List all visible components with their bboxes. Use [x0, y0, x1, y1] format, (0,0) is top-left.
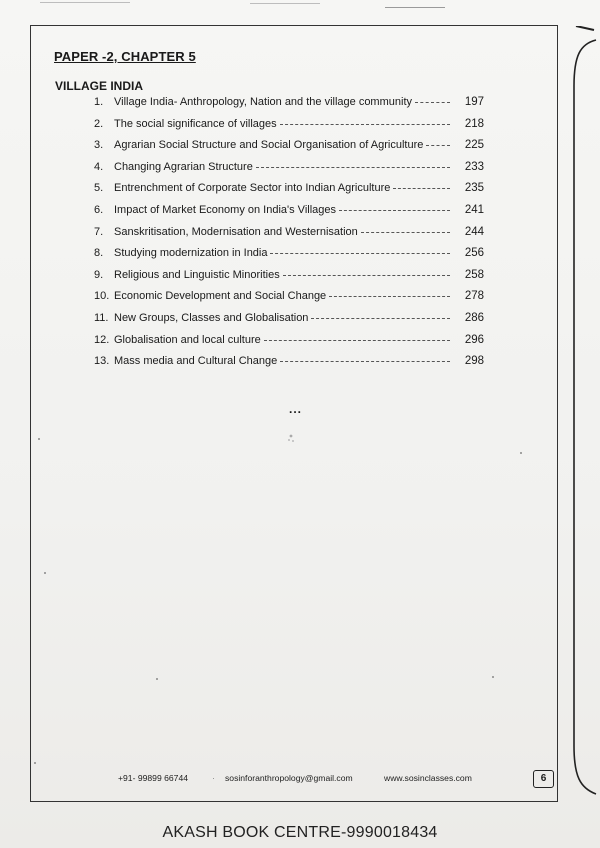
toc-entry [94, 269, 484, 291]
toc-entry-page: 233 [464, 160, 484, 173]
toc-leader-line [415, 94, 450, 103]
toc-entry-title: Village India- Anthropology, Nation and the village community [114, 96, 412, 108]
footer-separator: · [212, 773, 215, 783]
toc-entry-title: Impact of Market Economy on India's Villages [114, 203, 337, 216]
toc-leader-line [270, 245, 450, 254]
toc-entry-title: Entrenchment of Corporate Sector into Indian Agriculture [114, 182, 391, 195]
toc-entry-title: Economic Development and Social Change [114, 290, 327, 303]
toc-leader-line [311, 310, 450, 319]
toc-entry [94, 204, 484, 226]
toc-entry-number: 3. [94, 139, 104, 152]
toc-leader-line [283, 267, 450, 276]
table-of-contents [94, 96, 484, 377]
toc-entry-page: 258 [464, 268, 484, 281]
bookshop-stamp: AKASH BOOK CENTRE-9990018434 [162, 824, 438, 841]
toc-entry [94, 355, 484, 377]
toc-entry-number: 1. [94, 96, 104, 108]
toc-entry-page: 256 [464, 247, 484, 260]
toc-leader-line [264, 332, 450, 341]
toc-entry-page: 286 [464, 311, 484, 324]
toc-entry [94, 96, 484, 118]
toc-leader-line [393, 180, 450, 189]
page-number: 6 [533, 770, 554, 788]
toc-entry-page: 235 [464, 182, 484, 195]
toc-entry [94, 161, 484, 183]
toc-entry-number: 6. [94, 203, 104, 216]
toc-entry-number: 9. [94, 268, 104, 281]
binding-bracket [566, 26, 600, 806]
toc-entry-number: 4. [94, 160, 104, 173]
scan-artifacts-top [0, 0, 600, 12]
toc-entry [94, 290, 484, 312]
toc-entry [94, 139, 484, 161]
toc-leader-line [256, 159, 450, 168]
toc-entry-number: 7. [94, 225, 104, 238]
toc-leader-line [426, 137, 450, 146]
toc-entry-page: 218 [464, 117, 484, 130]
toc-entry-number: 5. [94, 182, 104, 195]
toc-entry-number: 13. [94, 355, 110, 368]
toc-entry-number: 10. [94, 290, 110, 303]
toc-entry-page: 241 [464, 203, 484, 216]
toc-leader-line [361, 224, 450, 233]
toc-entry [94, 182, 484, 204]
toc-entry-title: Sanskritisation, Modernisation and Westernisation [114, 225, 358, 238]
chapter-title: PAPER -2, CHAPTER 5 [54, 49, 196, 64]
toc-entry-page: 296 [464, 333, 484, 346]
toc-entry-title: Studying modernization in India [114, 247, 268, 260]
toc-entry-title: Religious and Linguistic Minorities [114, 268, 280, 281]
toc-entry [94, 312, 484, 334]
toc-entry-title: Agrarian Social Structure and Social Organisation of Agriculture [114, 139, 424, 152]
toc-entry-title: The social significance of villages [114, 117, 277, 130]
toc-entry-title: Globalisation and local culture [114, 333, 261, 346]
footer-email: sosinforanthropology@gmail.com [225, 773, 353, 783]
toc-entry-page: 197 [464, 96, 484, 108]
toc-entry-number: 12. [94, 333, 110, 346]
toc-leader-line [329, 288, 450, 297]
toc-entry-title: Mass media and Cultural Change [114, 355, 278, 368]
toc-entry-number: 2. [94, 117, 104, 130]
footer-phone: +91- 99899 66744 [118, 773, 189, 783]
toc-entry [94, 118, 484, 140]
toc-entry-page: 278 [464, 290, 484, 303]
footer-website: www.sosinclasses.com [384, 773, 472, 783]
toc-leader-line [280, 353, 450, 362]
toc-entry [94, 334, 484, 356]
ellipsis-mark: ... [289, 402, 303, 416]
scan-smudge [286, 432, 296, 444]
toc-entry [94, 247, 484, 269]
toc-entry-title: Changing Agrarian Structure [114, 160, 253, 173]
toc-leader-line [280, 116, 450, 125]
toc-entry-page: 225 [464, 139, 484, 152]
toc-entry-title: New Groups, Classes and Globalisation [114, 311, 309, 324]
section-title: VILLAGE INDIA [55, 79, 144, 93]
toc-entry-page: 298 [464, 355, 484, 368]
toc-leader-line [339, 202, 450, 211]
toc-entry-number: 11. [94, 311, 109, 324]
toc-entry-number: 8. [94, 247, 104, 260]
toc-entry [94, 226, 484, 248]
toc-entry-page: 244 [464, 225, 484, 238]
